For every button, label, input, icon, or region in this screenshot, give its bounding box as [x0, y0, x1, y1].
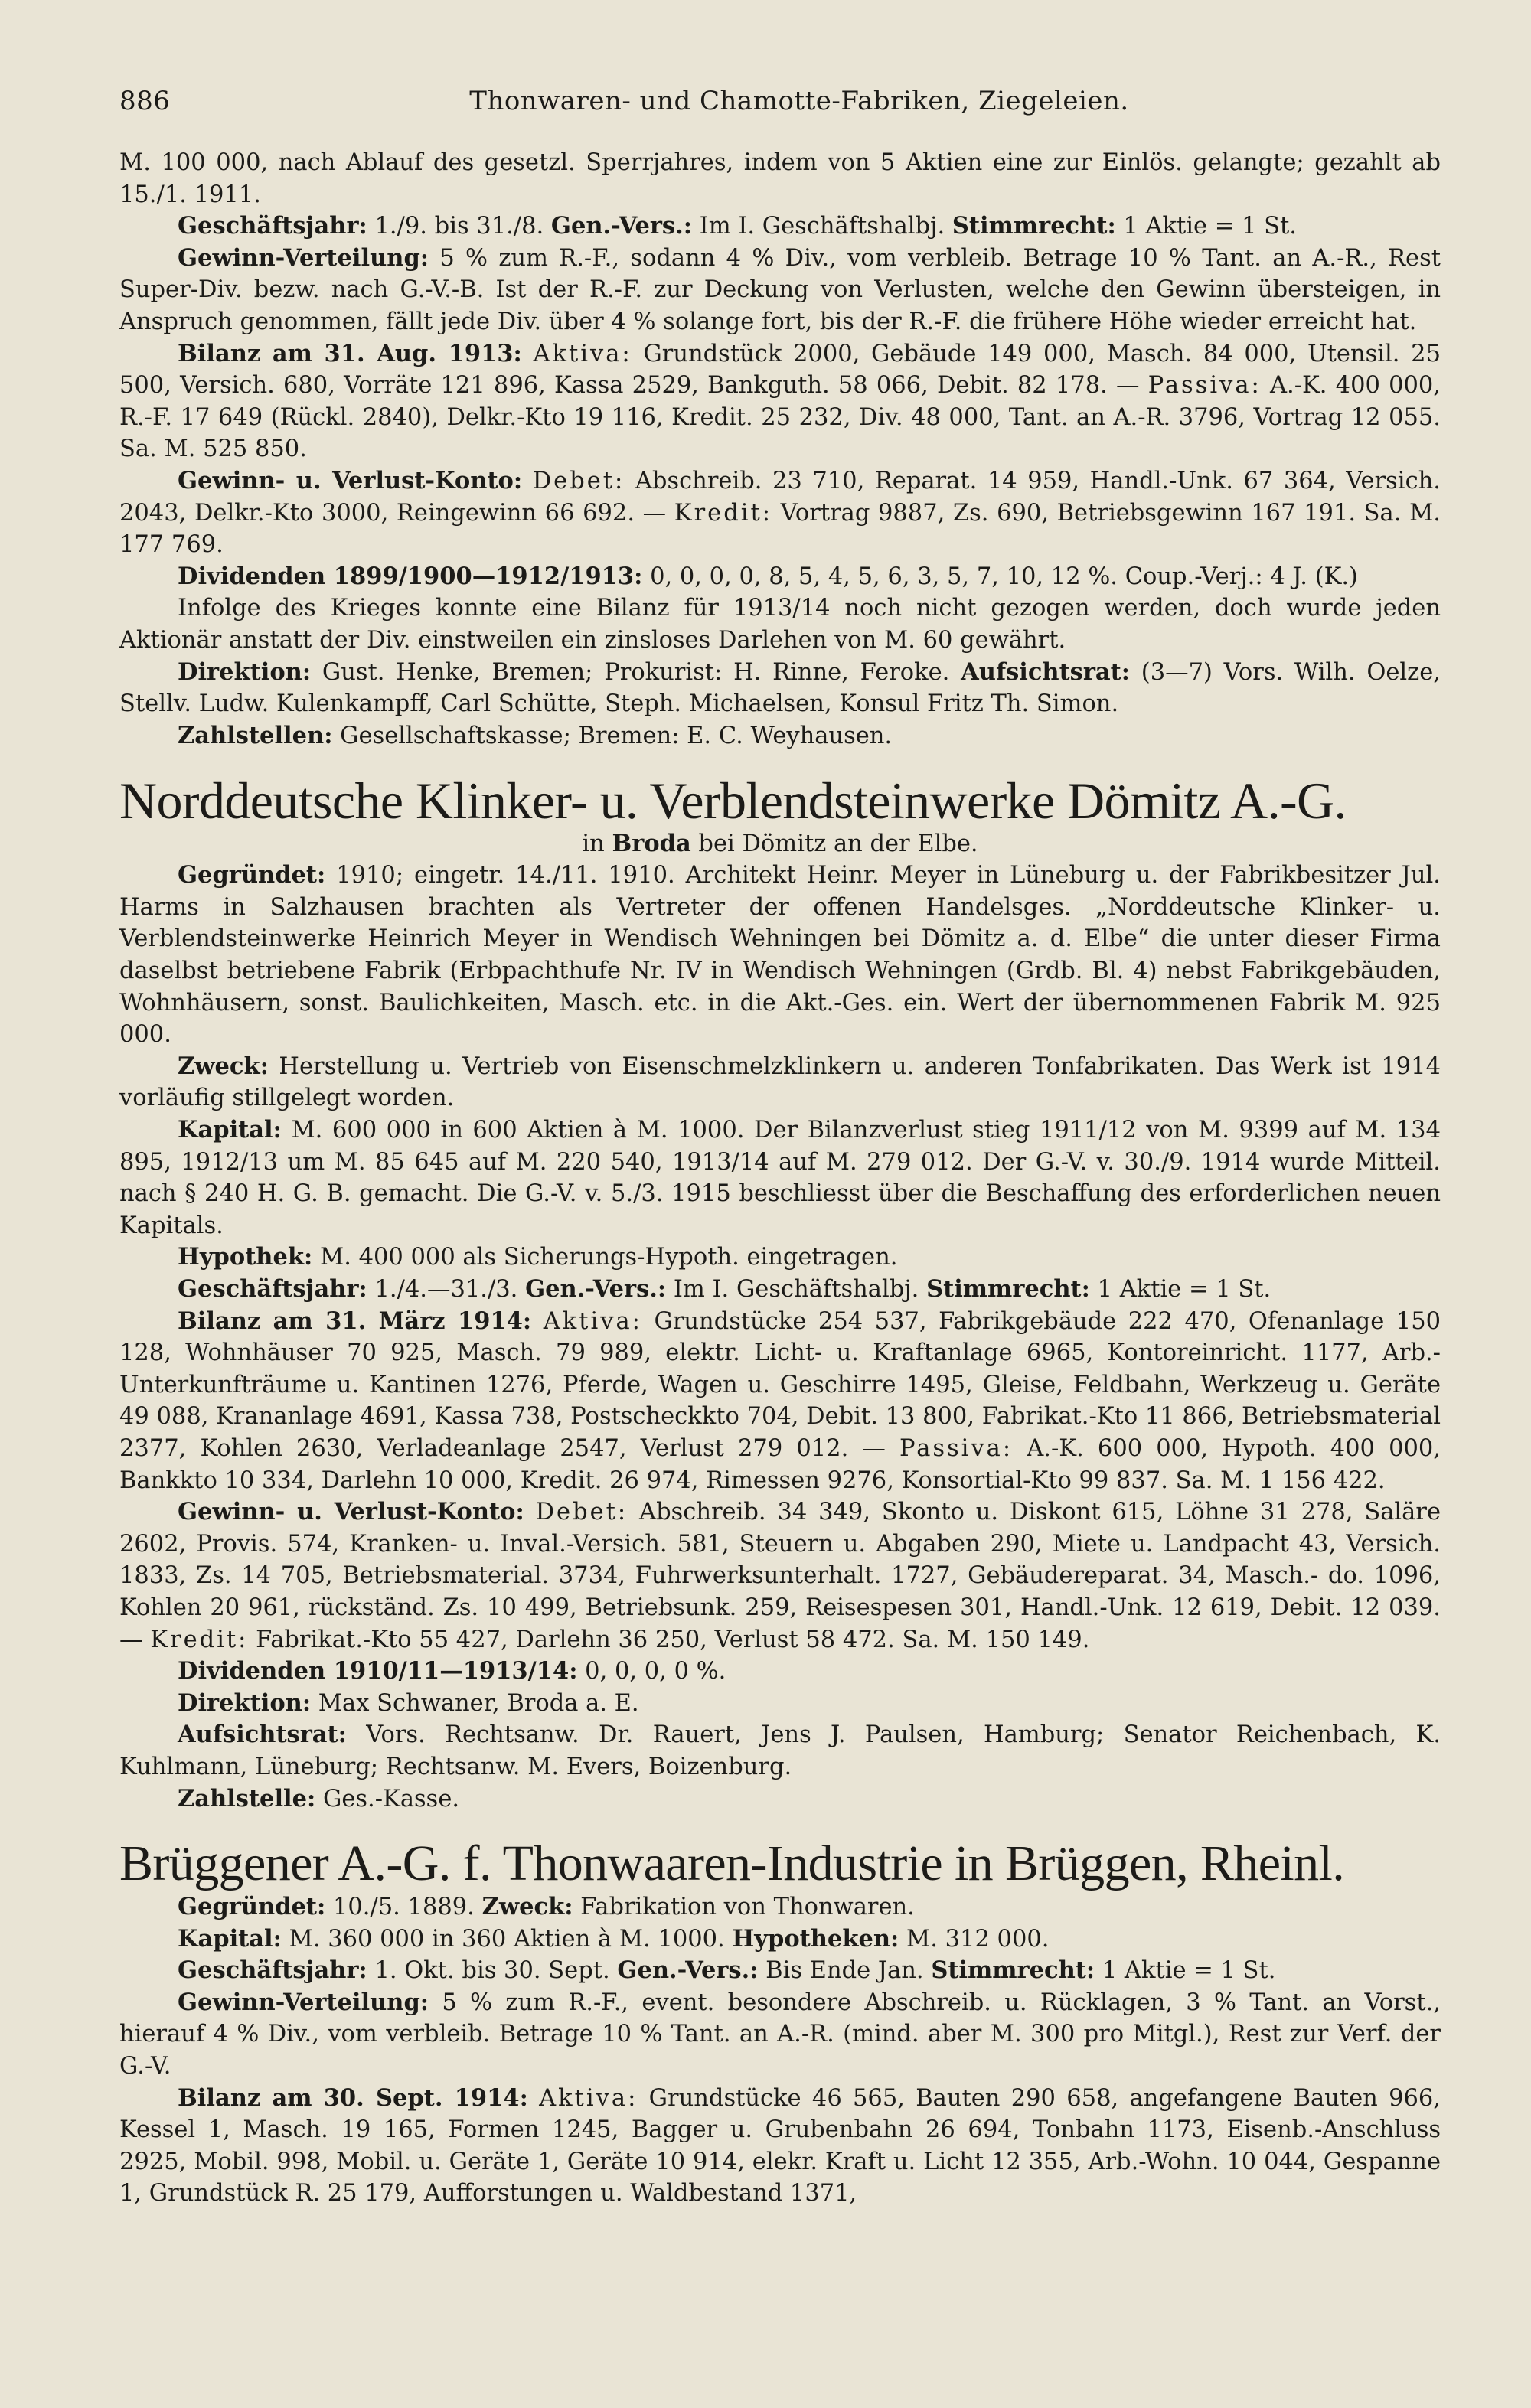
paragraph-gegruendet: Gegründet: 10./5. 1889. Zweck: Fabrikation von Thonwaren.	[178, 1893, 915, 1921]
paragraph-gewinn-verlust: Gewinn- u. Verlust-Konto: Debet: Abschreib. 34 349, Skonto u. Diskont 615, Löhne 31 278, Saläre 2602, Provis. 574, Kranken- u. Inval.-Versich. 581, Steuern u. Abgaben 290, Miete u. Landpacht 43, Versich. 1833, Zs. 14 705, Betriebsmaterial. 3734, Fuhrwerksunterhalt. 1727, Gebäudereparat. 34, Masch.- do. 1096, Kohlen 20 961, rückständ. Zs. 10 499, Betriebsunk. 259, Reisespesen 301, Handl.-Unk. 12 619, Debit. 12 039. — Kredit: Fabrikat.-Kto 55 427, Darlehn 36 250, Verlust 58 472. Sa. M. 150 149.	[119, 1498, 1441, 1653]
paragraph-bilanz: Bilanz am 30. Sept. 1914: Aktiva: Grundstücke 46 565, Bauten 290 658, angefangene Bauten 966, Kessel 1, Masch. 19 165, Formen 1245, Bagger u. Grubenbahn 26 694, Tonbahn 1173, Eisenb.-Anschluss 2925, Mobil. 998, Mobil. u. Geräte 1, Geräte 10 914, elekr. Kraft u. Licht 12 355, Arb.-Wohn. 10 044, Gespanne 1, Grundstück R. 25 179, Aufforstungen u. Waldbestand 1371,	[119, 2083, 1441, 2207]
company-title-norddeutsche: Norddeutsche Klinker- u. Verblendsteinwerke Dömitz A.-G.	[119, 772, 1347, 830]
paragraph-aufsichtsrat: Aufsichtsrat: Vors. Rechtsanw. Dr. Rauert, Jens J. Paulsen, Hamburg; Senator Reichenbach, K. Kuhlmann, Lüneburg; Rechtsanw. M. Evers, Boizenburg.	[119, 1721, 1441, 1780]
paragraph-gewinn-verteilung: Gewinn-Verteilung: 5 % zum R.-F., sodann 4 % Div., vom verbleib. Betrage 10 % Tant. an A.-R., Rest Super-Div. bezw. nach G.-V.-B. Ist der R.-F. zur Deckung von Verlusten, welche den Gewinn übersteigen, in Anspruch genommen, fällt jede Div. über 4 % solange fort, bis der R.-F. die frühere Höhe wieder erreicht hat.	[119, 243, 1441, 335]
paragraph-dividenden: Dividenden 1899/1900—1912/1913: 0, 0, 0, 0, 8, 5, 4, 5, 6, 3, 5, 7, 10, 12 %. Coup.-Verj.: 4 J. (K.)	[178, 562, 1358, 590]
company-title-brueggener: Brüggener A.-G. f. Thonwaaren-Industrie in Brüggen, Rheinl.	[119, 1835, 1345, 1892]
paragraph-kapital: Kapital: M. 600 000 in 600 Aktien à M. 1000. Der Bilanzverlust stieg 1911/12 von M. 9399 auf M. 134 895, 1912/13 um M. 85 645 auf M. 220 540, 1913/14 auf M. 279 012. Der G.-V. v. 30./9. 1914 wurde Mitteil. nach § 240 H. G. B. gemacht. Die G.-V. v. 5./3. 1915 beschliesst über die Beschaffung des erforderlichen neuen Kapitals.	[119, 1116, 1441, 1239]
company-location: in Broda bei Dömitz an der Elbe.	[582, 830, 978, 858]
paragraph-zweck: Zweck: Herstellung u. Vertrieb von Eisenschmelzklinkern u. anderen Tonfabrikaten. Das Werk ist 1914 vorläufig stillgelegt worden.	[119, 1052, 1441, 1112]
page-number: 886	[119, 86, 171, 116]
paragraph-geschaeftsjahr: Geschäftsjahr: 1./4.—31./3. Gen.-Vers.: Im I. Geschäftshalbj. Stimmrecht: 1 Aktie = 1 St.	[178, 1275, 1271, 1303]
running-title: Thonwaren- und Chamotte-Fabriken, Ziegeleien.	[469, 86, 1129, 116]
paragraph-bilanz: Bilanz am 31. März 1914: Aktiva: Grundstücke 254 537, Fabrikgebäude 222 470, Ofenanlage 150 128, Wohnhäuser 70 925, Masch. 79 989, elektr. Licht- u. Kraftanlage 6965, Kontoreinricht. 1177, Arb.-Unterkunfträume u. Kantinen 1276, Pferde, Wagen u. Geschirre 1495, Gleise, Feldbahn, Werkzeug u. Geräte 49 088, Krananlage 4691, Kassa 738, Postscheckkto 704, Debit. 13 800, Fabrikat.-Kto 11 866, Betriebsmaterial 2377, Kohlen 2630, Verladeanlage 2547, Verlust 279 012. — Passiva: A.-K. 600 000, Hypoth. 400 000, Bankkto 10 334, Darlehn 10 000, Kredit. 26 974, Rimessen 9276, Konsortial-Kto 99 837. Sa. M. 1 156 422.	[119, 1307, 1441, 1494]
paragraph-gegruendet: Gegründet: 1910; eingetr. 14./11. 1910. Architekt Heinr. Meyer in Lüneburg u. der Fabrikbesitzer Jul. Harms in Salzhausen brachten als Vertreter der offenen Handelsges. „Norddeutsche Klinker- u. Verblendsteinwerke Heinrich Meyer in Wendisch Wehningen bei Dömitz a. d. Elbe“ die unter dieser Firma daselbst betriebene Fabrik (Erbpachthufe Nr. IV in Wendisch Wehningen (Grdb. Bl. 4) nebst Fabrikgebäuden, Wohnhäusern, sonst. Baulichkeiten, Masch. etc. in die Akt.-Ges. ein. Wert der übernommenen Fabrik M. 925 000.	[119, 861, 1441, 1049]
paragraph-zahlstelle: Zahlstelle: Ges.-Kasse.	[178, 1784, 460, 1813]
paragraph-direktion: Direktion: Gust. Henke, Bremen; Prokurist: H. Rinne, Feroke. Aufsichtsrat: (3—7) Vors. Wilh. Oelze, Stellv. Ludw. Kulenkampff, Carl Schütte, Steph. Michaelsen, Konsul Fritz Th. Simon.	[119, 657, 1441, 718]
paragraph-gewinn-verteilung: Gewinn-Verteilung: 5 % zum R.-F., event. besondere Abschreib. u. Rücklagen, 3 % Tant. an Vorst., hierauf 4 % Div., vom verbleib. Betrage 10 % Tant. an A.-R. (mind. aber M. 300 pro Mitgl.), Rest zur Verf. der G.-V.	[119, 1988, 1441, 2080]
paragraph-krieg: Infolge des Krieges konnte eine Bilanz für 1913/14 noch nicht gezogen werden, doch wurde jeden Aktionär anstatt der Div. einstweilen ein zinsloses Darlehen von M. 60 gewährt.	[119, 595, 1441, 654]
paragraph-geschaeftsjahr: Geschäftsjahr: 1./9. bis 31./8. Gen.-Vers.: Im I. Geschäftshalbj. Stimmrecht: 1 Aktie = 1 St.	[178, 212, 1297, 240]
paragraph-hypothek: Hypothek: M. 400 000 als Sicherungs-Hypoth. eingetragen.	[178, 1243, 898, 1271]
paragraph-kapital: Kapital: M. 360 000 in 360 Aktien à M. 1000. Hypotheken: M. 312 000.	[178, 1924, 1050, 1953]
paragraph-geschaeftsjahr: Geschäftsjahr: 1. Okt. bis 30. Sept. Gen.-Vers.: Bis Ende Jan. Stimmrecht: 1 Aktie = 1 St.	[178, 1956, 1276, 1985]
paragraph-direktion: Direktion: Max Schwaner, Broda a. E.	[178, 1689, 639, 1717]
paragraph-bilanz: Bilanz am 31. Aug. 1913: Aktiva: Grundstück 2000, Gebäude 149 000, Masch. 84 000, Utensil. 25 500, Versich. 680, Vorräte 121 896, Kassa 2529, Bankguth. 58 066, Debit. 82 178. — Passiva: A.-K. 400 000, R.-F. 17 649 (Rückl. 2840), Delkr.-Kto 19 116, Kredit. 25 232, Div. 48 000, Tant. an A.-R. 3796, Vortrag 12 055. Sa. M. 525 850.	[119, 339, 1441, 463]
paragraph-gewinn-verlust: Gewinn- u. Verlust-Konto: Debet: Abschreib. 23 710, Reparat. 14 959, Handl.-Unk. 67 364, Versich. 2043, Delkr.-Kto 3000, Reingewinn 66 692. — Kredit: Vortrag 9887, Zs. 690, Betriebsgewinn 167 191. Sa. M. 177 769.	[119, 466, 1441, 559]
paragraph-intro: M. 100 000, nach Ablauf des gesetzl. Sperrjahres, indem von 5 Aktien eine zur Einlös. gelangte; gezahlt ab 15./1. 1911.	[119, 149, 1441, 208]
paragraph-zahlstellen: Zahlstellen: Gesellschaftskasse; Bremen: E. C. Weyhausen.	[178, 721, 893, 749]
paragraph-dividenden: Dividenden 1910/11—1913/14: 0, 0, 0, 0 %.	[178, 1657, 726, 1685]
running-head	[119, 86, 1441, 116]
